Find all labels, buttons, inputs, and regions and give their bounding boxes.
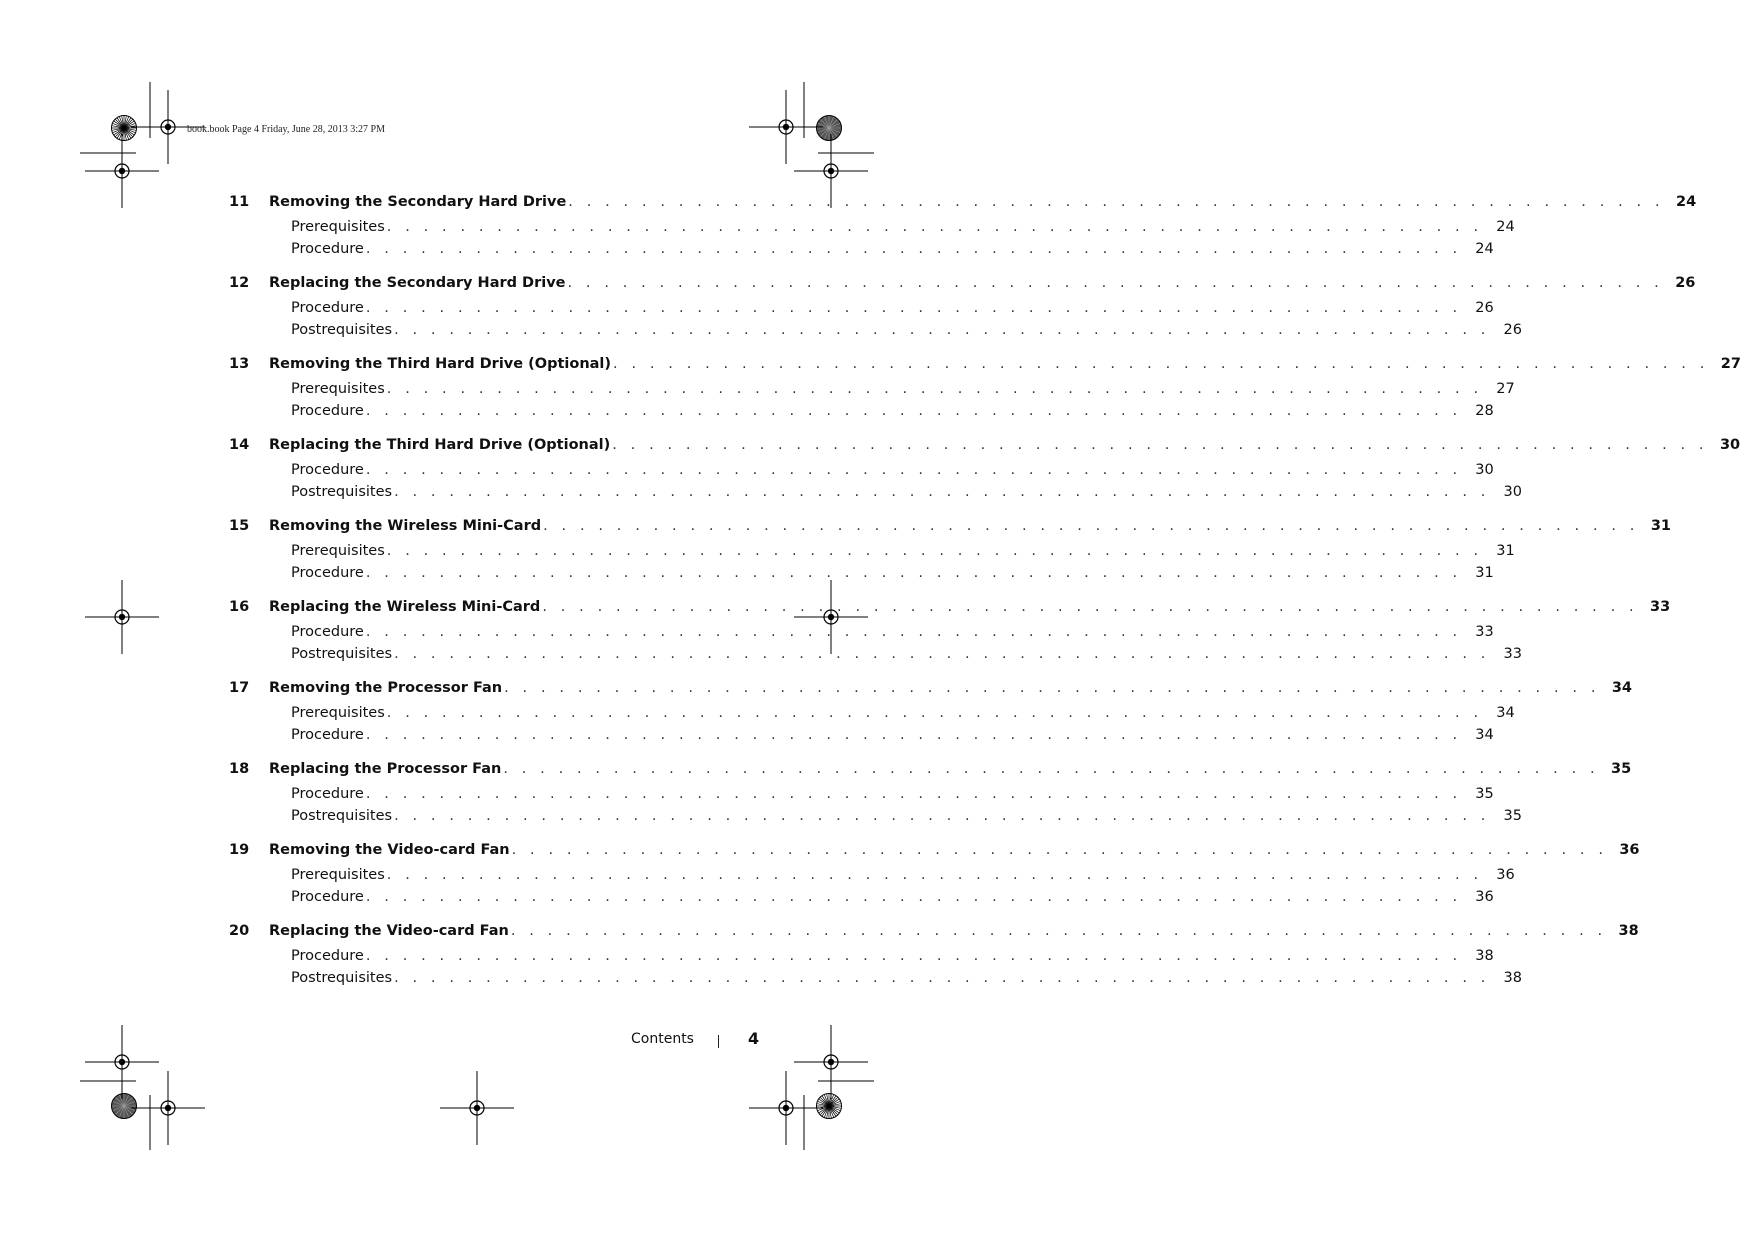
section-page-number: 26: [1503, 322, 1522, 338]
section-page-number: 31: [1496, 543, 1515, 559]
chapter-title: Removing the Video-card Fan: [269, 842, 510, 858]
section-title: Prerequisites: [291, 381, 385, 397]
chapter-title: Replacing the Third Hard Drive (Optional): [269, 437, 611, 453]
section-title: Procedure: [291, 786, 364, 802]
dot-leader: . . . . . . . . . . . . . . . . . . . . . . . . . . . . . . . . . . . . . . . . . . . . . . . . . . . . . . . . . . . .: [365, 624, 1462, 640]
toc-section-entry[interactable]: [291, 459, 1494, 481]
section-title: Postrequisites: [291, 646, 393, 662]
toc-chapter-entry[interactable]: [229, 596, 1671, 618]
dot-leader: . . . . . . . . . . . . . . . . . . . . . . . . . . . . . . . . . . . . . . . . . . . . . . . . . . . . . . . . . . . .: [386, 381, 1483, 397]
dot-leader: . . . . . . . . . . . . . . . . . . . . . . . . . . . . . . . . . . . . . . . . . . . . . . . . . . . . . . . . . . . .: [394, 808, 1490, 824]
chapter-page-number: 24: [1676, 194, 1697, 210]
chapter-number: 19: [229, 842, 250, 858]
chapter-title: Replacing the Secondary Hard Drive: [269, 275, 566, 291]
toc-section-entry[interactable]: [291, 400, 1494, 422]
section-page-number: 24: [1475, 241, 1494, 257]
section-page-number: 38: [1475, 948, 1494, 964]
section-title: Procedure: [291, 462, 364, 478]
print-slug: book.book Page 4 Friday, June 28, 2013 3:27 PM: [187, 124, 385, 135]
section-page-number: 26: [1475, 300, 1494, 316]
section-title: Procedure: [291, 948, 364, 964]
toc-chapter-entry[interactable]: [229, 839, 1640, 861]
dot-leader: . . . . . . . . . . . . . . . . . . . . . . . . . . . . . . . . . . . . . . . . . . . . . . . . . . . . . . . . . . . .: [365, 403, 1462, 419]
section-title: Prerequisites: [291, 219, 385, 235]
toc-chapter-entry[interactable]: [229, 515, 1671, 537]
chapter-page-number: 33: [1650, 599, 1671, 615]
chapter-title: Replacing the Processor Fan: [269, 761, 502, 777]
section-page-number: 34: [1475, 727, 1494, 743]
section-page-number: 36: [1496, 867, 1515, 883]
chapter-page-number: 31: [1650, 518, 1671, 534]
dot-leader: . . . . . . . . . . . . . . . . . . . . . . . . . . . . . . . . . . . . . . . . . . . . . . . . . . . . . . . . . . . .: [542, 599, 1639, 615]
footer-section-label: Contents: [631, 1031, 694, 1047]
chapter-number: 20: [229, 923, 250, 939]
section-page-number: 30: [1475, 462, 1494, 478]
section-title: Postrequisites: [291, 484, 393, 500]
toc-section-entry[interactable]: [291, 643, 1522, 665]
toc-chapter-entry[interactable]: [229, 353, 1741, 375]
section-title: Procedure: [291, 565, 364, 581]
dot-leader: . . . . . . . . . . . . . . . . . . . . . . . . . . . . . . . . . . . . . . . . . . . . . . . . . . . . . . . . . . . .: [394, 646, 1490, 662]
dot-leader: . . . . . . . . . . . . . . . . . . . . . . . . . . . . . . . . . . . . . . . . . . . . . . . . . . . . . . . . . . . .: [567, 275, 1664, 291]
dot-leader: . . . . . . . . . . . . . . . . . . . . . . . . . . . . . . . . . . . . . . . . . . . . . . . . . . . . . . . . . . . .: [365, 462, 1462, 478]
chapter-number: 17: [229, 680, 250, 696]
dot-leader: . . . . . . . . . . . . . . . . . . . . . . . . . . . . . . . . . . . . . . . . . . . . . . . . . . . . . . . . . . . .: [394, 484, 1490, 500]
section-title: Procedure: [291, 300, 364, 316]
section-page-number: 24: [1496, 219, 1515, 235]
dot-leader: . . . . . . . . . . . . . . . . . . . . . . . . . . . . . . . . . . . . . . . . . . . . . . . . . . . . . . . . . . . .: [568, 194, 1665, 210]
section-title: Postrequisites: [291, 808, 393, 824]
chapter-title: Removing the Secondary Hard Drive: [269, 194, 567, 210]
toc-section-entry[interactable]: [291, 621, 1494, 643]
chapter-number: 13: [229, 356, 250, 372]
section-title: Procedure: [291, 889, 364, 905]
section-page-number: 27: [1496, 381, 1515, 397]
section-page-number: 33: [1503, 646, 1522, 662]
toc-section-entry[interactable]: [291, 886, 1494, 908]
dot-leader: . . . . . . . . . . . . . . . . . . . . . . . . . . . . . . . . . . . . . . . . . . . . . . . . . . . . . . . . . . . .: [365, 300, 1462, 316]
dot-leader: . . . . . . . . . . . . . . . . . . . . . . . . . . . . . . . . . . . . . . . . . . . . . . . . . . . . . . . . . . . .: [386, 867, 1483, 883]
toc-section-entry[interactable]: [291, 540, 1515, 562]
footer-page-number: 4: [748, 1029, 760, 1048]
dot-leader: . . . . . . . . . . . . . . . . . . . . . . . . . . . . . . . . . . . . . . . . . . . . . . . . . . . . . . . . . . . .: [386, 219, 1483, 235]
toc-section-entry[interactable]: [291, 481, 1522, 503]
dot-leader: . . . . . . . . . . . . . . . . . . . . . . . . . . . . . . . . . . . . . . . . . . . . . . . . . . . . . . . . . . . .: [613, 356, 1709, 372]
dot-leader: . . . . . . . . . . . . . . . . . . . . . . . . . . . . . . . . . . . . . . . . . . . . . . . . . . . . . . . . . . . .: [386, 705, 1483, 721]
section-title: Prerequisites: [291, 543, 385, 559]
chapter-number: 11: [229, 194, 250, 210]
chapter-page-number: 27: [1720, 356, 1741, 372]
section-page-number: 35: [1475, 786, 1494, 802]
toc-section-entry[interactable]: [291, 805, 1522, 827]
chapter-page-number: 30: [1719, 437, 1741, 453]
chapter-title: Replacing the Wireless Mini-Card: [269, 599, 541, 615]
section-title: Postrequisites: [291, 322, 393, 338]
chapter-title: Removing the Wireless Mini-Card: [269, 518, 542, 534]
section-page-number: 31: [1475, 565, 1494, 581]
toc-section-entry[interactable]: [291, 967, 1522, 989]
dot-leader: . . . . . . . . . . . . . . . . . . . . . . . . . . . . . . . . . . . . . . . . . . . . . . . . . . . . . . . . . . . .: [365, 565, 1462, 581]
toc-chapter-entry[interactable]: [229, 191, 1697, 213]
section-page-number: 34: [1496, 705, 1515, 721]
dot-leader: . . . . . . . . . . . . . . . . . . . . . . . . . . . . . . . . . . . . . . . . . . . . . . . . . . . . . . . . . . . .: [510, 923, 1607, 939]
dot-leader: . . . . . . . . . . . . . . . . . . . . . . . . . . . . . . . . . . . . . . . . . . . . . . . . . . . . . . . . . . . .: [386, 543, 1483, 559]
section-page-number: 36: [1475, 889, 1494, 905]
toc-section-entry[interactable]: [291, 319, 1522, 341]
toc-chapter-entry[interactable]: [229, 272, 1696, 294]
toc-chapter-entry[interactable]: [229, 677, 1633, 699]
chapter-page-number: 36: [1619, 842, 1640, 858]
toc-section-entry[interactable]: [291, 724, 1494, 746]
chapter-title: Removing the Third Hard Drive (Optional): [269, 356, 612, 372]
dot-leader: . . . . . . . . . . . . . . . . . . . . . . . . . . . . . . . . . . . . . . . . . . . . . . . . . . . . . . . . . . . .: [394, 322, 1490, 338]
section-title: Procedure: [291, 624, 364, 640]
chapter-number: 15: [229, 518, 250, 534]
dot-leader: . . . . . . . . . . . . . . . . . . . . . . . . . . . . . . . . . . . . . . . . . . . . . . . . . . . . . . . . . . . .: [612, 437, 1709, 453]
chapter-page-number: 26: [1675, 275, 1696, 291]
toc-section-entry[interactable]: [291, 238, 1494, 260]
chapter-title: Removing the Processor Fan: [269, 680, 503, 696]
dot-leader: . . . . . . . . . . . . . . . . . . . . . . . . . . . . . . . . . . . . . . . . . . . . . . . . . . . . . . . . . . . .: [504, 680, 1601, 696]
dot-leader: . . . . . . . . . . . . . . . . . . . . . . . . . . . . . . . . . . . . . . . . . . . . . . . . . . . . . . . . . . . .: [511, 842, 1608, 858]
toc-section-entry[interactable]: [291, 945, 1494, 967]
dot-leader: . . . . . . . . . . . . . . . . . . . . . . . . . . . . . . . . . . . . . . . . . . . . . . . . . . . . . . . . . . . .: [543, 518, 1639, 534]
dot-leader: . . . . . . . . . . . . . . . . . . . . . . . . . . . . . . . . . . . . . . . . . . . . . . . . . . . . . . . . . . . .: [365, 241, 1462, 257]
dot-leader: . . . . . . . . . . . . . . . . . . . . . . . . . . . . . . . . . . . . . . . . . . . . . . . . . . . . . . . . . . . .: [365, 786, 1462, 802]
toc-section-entry[interactable]: [291, 216, 1515, 238]
chapter-number: 14: [229, 437, 250, 453]
dot-leader: . . . . . . . . . . . . . . . . . . . . . . . . . . . . . . . . . . . . . . . . . . . . . . . . . . . . . . . . . . . .: [365, 948, 1462, 964]
chapter-page-number: 34: [1611, 680, 1633, 696]
dot-leader: . . . . . . . . . . . . . . . . . . . . . . . . . . . . . . . . . . . . . . . . . . . . . . . . . . . . . . . . . . . .: [394, 970, 1490, 986]
section-page-number: 33: [1475, 624, 1494, 640]
section-title: Postrequisites: [291, 970, 393, 986]
dot-leader: . . . . . . . . . . . . . . . . . . . . . . . . . . . . . . . . . . . . . . . . . . . . . . . . . . . . . . . . . . . .: [365, 889, 1462, 905]
section-title: Procedure: [291, 241, 364, 257]
chapter-number: 18: [229, 761, 250, 777]
chapter-number: 12: [229, 275, 250, 291]
section-page-number: 38: [1503, 970, 1522, 986]
section-page-number: 30: [1503, 484, 1522, 500]
footer-divider: [718, 1035, 719, 1048]
section-title: Procedure: [291, 403, 364, 419]
chapter-page-number: 38: [1618, 923, 1639, 939]
chapter-page-number: 35: [1611, 761, 1632, 777]
dot-leader: . . . . . . . . . . . . . . . . . . . . . . . . . . . . . . . . . . . . . . . . . . . . . . . . . . . . . . . . . . . .: [365, 727, 1462, 743]
toc-chapter-entry[interactable]: [229, 920, 1639, 942]
chapter-title: Replacing the Video-card Fan: [269, 923, 509, 939]
toc-section-entry[interactable]: [291, 783, 1494, 805]
toc-section-entry[interactable]: [291, 297, 1494, 319]
section-page-number: 28: [1475, 403, 1494, 419]
section-title: Prerequisites: [291, 705, 385, 721]
toc-chapter-entry[interactable]: [229, 758, 1632, 780]
section-title: Prerequisites: [291, 867, 385, 883]
section-page-number: 35: [1503, 808, 1522, 824]
section-title: Procedure: [291, 727, 364, 743]
toc-section-entry[interactable]: [291, 864, 1515, 886]
dot-leader: . . . . . . . . . . . . . . . . . . . . . . . . . . . . . . . . . . . . . . . . . . . . . . . . . . . . . . . . . . . .: [503, 761, 1600, 777]
chapter-number: 16: [229, 599, 250, 615]
toc-section-entry[interactable]: [291, 562, 1494, 584]
toc-section-entry[interactable]: [291, 702, 1515, 724]
toc-chapter-entry[interactable]: [229, 434, 1741, 456]
toc-section-entry[interactable]: [291, 378, 1515, 400]
